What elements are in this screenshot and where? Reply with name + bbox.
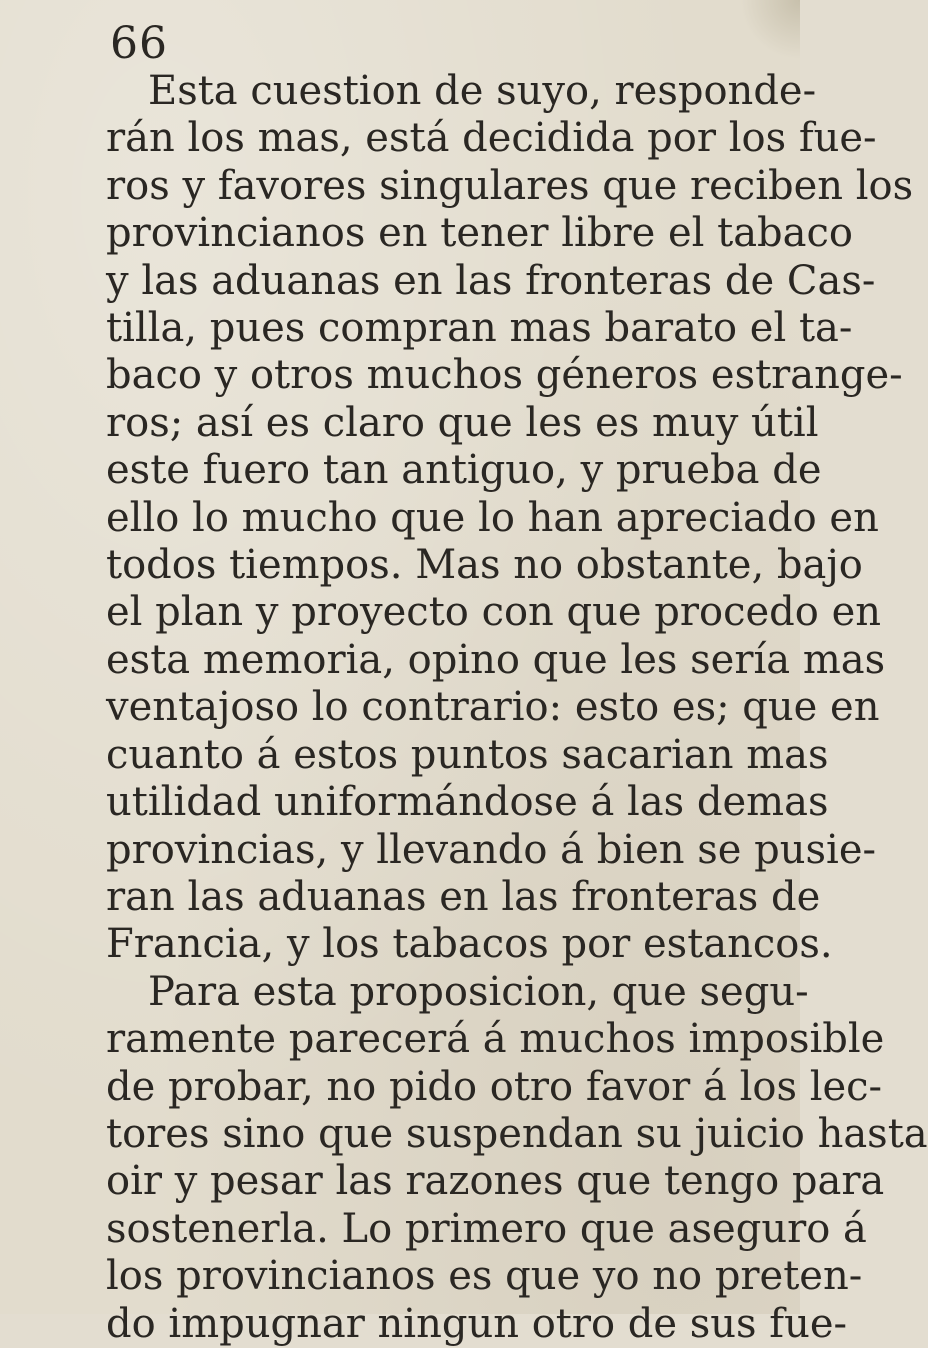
text-line: ventajoso lo contrario: esto es; que en <box>106 684 880 731</box>
text-line: de probar, no pido otro favor á los lec- <box>106 1063 883 1110</box>
text-line: tores sino que suspendan su juicio hasta <box>106 1110 928 1157</box>
text-line: oir y pesar las razones que tengo para <box>106 1158 885 1205</box>
text-line: provincias, y llevando á bien se pusie- <box>106 826 877 873</box>
text-line: rán los mas, está decidida por los fue- <box>106 115 877 162</box>
body-text <box>106 68 928 1348</box>
page-corner-stain <box>740 0 800 60</box>
page-number: 66 <box>110 18 168 69</box>
text-line: sostenerla. Lo primero que aseguro á <box>106 1205 867 1252</box>
text-line: ros y favores singulares que reciben los <box>106 162 914 209</box>
text-line: Para esta proposicion, que segu- <box>148 968 809 1015</box>
text-line: esta memoria, opino que les sería mas <box>106 636 886 683</box>
text-line: ros; así es claro que les es muy útil <box>106 399 819 446</box>
text-line: el plan y proyecto con que procedo en <box>106 589 881 636</box>
text-line: los provincianos es que yo no preten- <box>106 1253 863 1300</box>
text-line: y las aduanas en las fronteras de Cas- <box>106 257 876 304</box>
text-line: tilla, pues compran mas barato el ta- <box>106 305 853 352</box>
text-line: todos tiempos. Mas no obstante, bajo <box>106 542 863 589</box>
text-line: ello lo mucho que lo han apreciado en <box>106 494 879 541</box>
text-line: cuanto á estos puntos sacarian mas <box>106 731 829 778</box>
text-line: do impugnar ningun otro de sus fue- <box>106 1300 848 1347</box>
text-line: ran las aduanas en las fronteras de <box>106 873 821 920</box>
text-line: ramente parecerá á muchos imposible <box>106 1016 885 1063</box>
text-line: Esta cuestion de suyo, responde- <box>148 68 817 114</box>
text-line: provincianos en tener libre el tabaco <box>106 210 853 257</box>
text-line: Francia, y los tabacos por estancos. <box>106 921 833 968</box>
text-line: este fuero tan antiguo, y prueba de <box>106 447 822 494</box>
text-line: baco y otros muchos géneros estrange- <box>106 352 903 399</box>
text-line: utilidad uniformándose á las demas <box>106 779 829 826</box>
